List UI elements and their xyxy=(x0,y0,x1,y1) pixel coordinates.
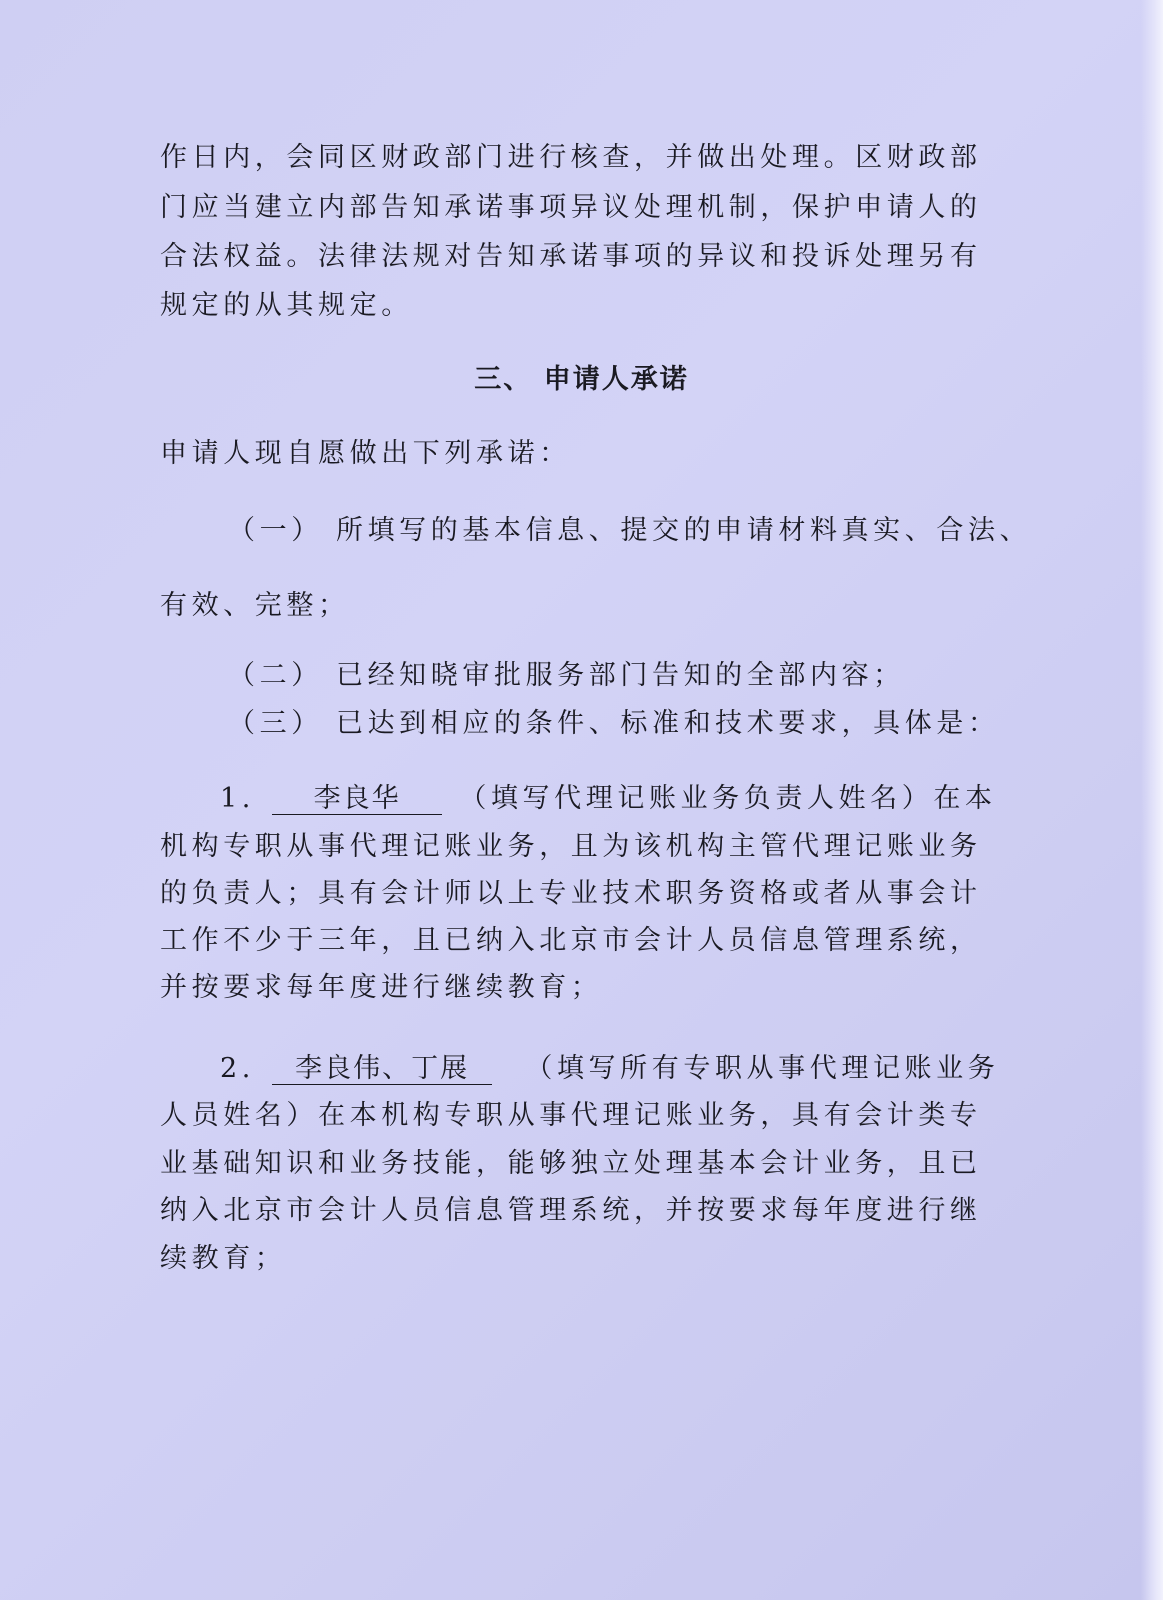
text-line: 合法权益。法律法规对告知承诺事项的异议和投诉处理另有 xyxy=(160,241,982,272)
clause-number: 2. xyxy=(220,1053,255,1084)
fill-in-names: 李良伟、丁展 xyxy=(272,1054,492,1085)
fill-in-name: 李良华 xyxy=(272,784,442,815)
text-line: 业基础知识和业务技能，能够独立处理基本会计业务，且已 xyxy=(160,1148,982,1179)
clause-number: 1. xyxy=(220,783,255,814)
text-line: 纳入北京市会计人员信息管理系统，并按要求每年度进行继 xyxy=(160,1195,982,1226)
item-3-line: （三） 已达到相应的条件、标准和技术要求，具体是： xyxy=(228,708,1000,739)
clause-1-first-line xyxy=(220,781,997,817)
text-line: 的负责人；具有会计师以上专业技术职务资格或者从事会计 xyxy=(160,878,982,909)
intro-line: 申请人现自愿做出下列承诺： xyxy=(160,438,571,469)
text-line: 作日内，会同区财政部门进行核查，并做出处理。区财政部 xyxy=(160,142,982,173)
item-1-line: 有效、完整； xyxy=(160,590,350,621)
text-line: 并按要求每年度进行继续教育； xyxy=(160,972,603,1003)
clause-2-first-line xyxy=(220,1051,999,1087)
text-line: 工作不少于三年，且已纳入北京市会计人员信息管理系统， xyxy=(160,925,982,956)
item-2-line: （二） 已经知晓审批服务部门告知的全部内容； xyxy=(228,660,905,691)
clause-text: （填写所有专职从事代理记账业务 xyxy=(525,1053,1000,1084)
item-1-line: （一） 所填写的基本信息、提交的申请材料真实、合法、 xyxy=(228,515,1032,546)
section-heading: 三、 申请人承诺 xyxy=(474,364,689,395)
text-line: 人员姓名）在本机构专职从事代理记账业务，具有会计类专 xyxy=(160,1100,982,1131)
text-line: 续教育； xyxy=(160,1243,287,1274)
text-line: 规定的从其规定。 xyxy=(160,290,413,321)
clause-text: （填写代理记账业务负责人姓名）在本 xyxy=(459,783,997,814)
text-line: 门应当建立内部告知承诺事项异议处理机制，保护申请人的 xyxy=(160,192,982,223)
page-edge xyxy=(1141,0,1163,1600)
text-line: 机构专职从事代理记账业务，且为该机构主管代理记账业务 xyxy=(160,831,982,862)
